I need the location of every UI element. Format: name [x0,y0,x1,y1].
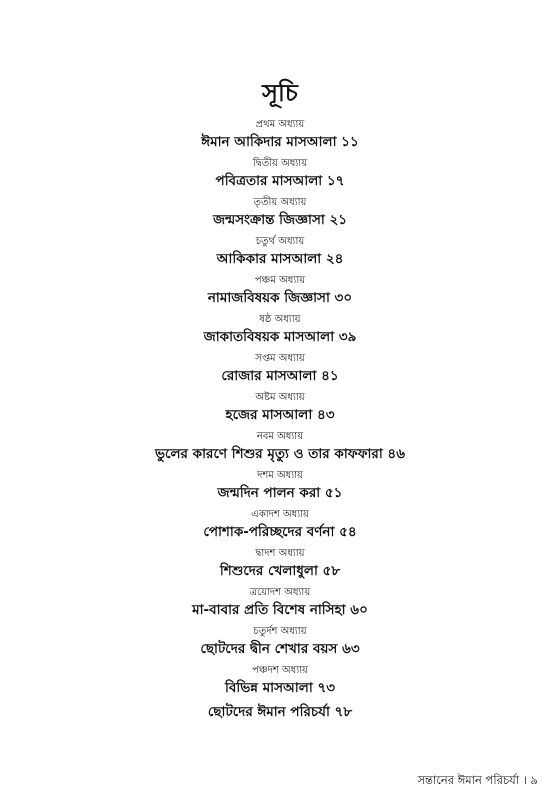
toc-entry [0,313,560,352]
chapter-topic: ভুলের কারণে শিশুর মৃত্যু ও তার কাফফারা ৪৬ [155,446,405,462]
toc-entry [0,547,560,586]
chapter-label: দ্বিতীয় অধ্যায় [252,158,308,169]
chapter-label: প্রথম অধ্যায় [255,119,305,130]
toc-entry-final [0,703,560,727]
chapter-topic: ঈমান আকিদার মাসআলা ১১ [201,134,359,150]
chapter-topic: আকিকার মাসআলা ২৪ [216,251,344,267]
chapter-topic: জাকাতবিষয়ক মাসআলা ৩৯ [203,329,357,345]
chapter-label: চতুর্দশ অধ্যায় [253,626,307,637]
chapter-label: একাদশ অধ্যায় [251,509,309,520]
chapter-topic: জন্মদিন পালন করা ৫১ [217,485,343,501]
chapter-topic: মা-বাবার প্রতি বিশেষ নাসিহা ৬০ [192,602,368,618]
final-topic: ছোটদের ঈমান পরিচর্যা ৭৮ [207,704,353,720]
chapter-label: অষ্টম অধ্যায় [255,392,305,403]
chapter-label: সপ্তম অধ্যায় [255,353,305,364]
toc-entry [0,508,560,547]
toc-entry [0,625,560,664]
toc-entry [0,235,560,274]
toc-entry [0,469,560,508]
toc-entry [0,352,560,391]
toc-entry [0,430,560,469]
chapter-topic: নামাজবিষয়ক জিজ্ঞাসা ৩০ [207,290,353,306]
chapter-topic: পোশাক-পরিচ্ছদের বর্ণনা ৫৪ [203,524,357,540]
page-title: সূচি [262,79,298,107]
chapter-topic: রোজার মাসআলা ৪১ [221,368,339,384]
chapter-label: দ্বাদশ অধ্যায় [255,548,305,559]
chapter-topic: হজের মাসআলা ৪৩ [225,407,335,423]
chapter-label: নবম অধ্যায় [256,431,304,442]
toc-entry [0,664,560,703]
chapter-topic: পবিত্রতার মাসআলা ১৭ [215,173,345,189]
toc-entry [0,586,560,625]
page-footer: সন্তানের ঈমান পরিচর্যা । ৯ [417,773,538,787]
chapter-topic: শিশুদের খেলাধুলা ৫৮ [219,563,341,579]
chapter-topic: বিভিন্ন মাসআলা ৭৩ [224,680,335,696]
chapter-topic: জন্মসংক্রান্ত জিজ্ঞাসা ২১ [212,212,348,228]
chapter-label: পঞ্চদশ অধ্যায় [252,665,308,676]
toc-entry [0,157,560,196]
table-of-contents [0,118,560,727]
chapter-topic: ছোটদের দ্বীন শেখার বয়স ৬৩ [200,641,360,657]
chapter-label: ত্রয়োদশ অধ্যায় [249,587,311,598]
toc-entry [0,274,560,313]
toc-entry [0,196,560,235]
toc-entry [0,118,560,157]
chapter-label: দশম অধ্যায় [257,470,303,481]
chapter-label: ষষ্ঠ অধ্যায় [259,314,301,325]
chapter-label: পঞ্চম অধ্যায় [254,275,306,286]
chapter-label: তৃতীয় অধ্যায় [253,197,307,208]
toc-entry [0,391,560,430]
chapter-label: চতুর্থ অধ্যায় [255,236,305,247]
